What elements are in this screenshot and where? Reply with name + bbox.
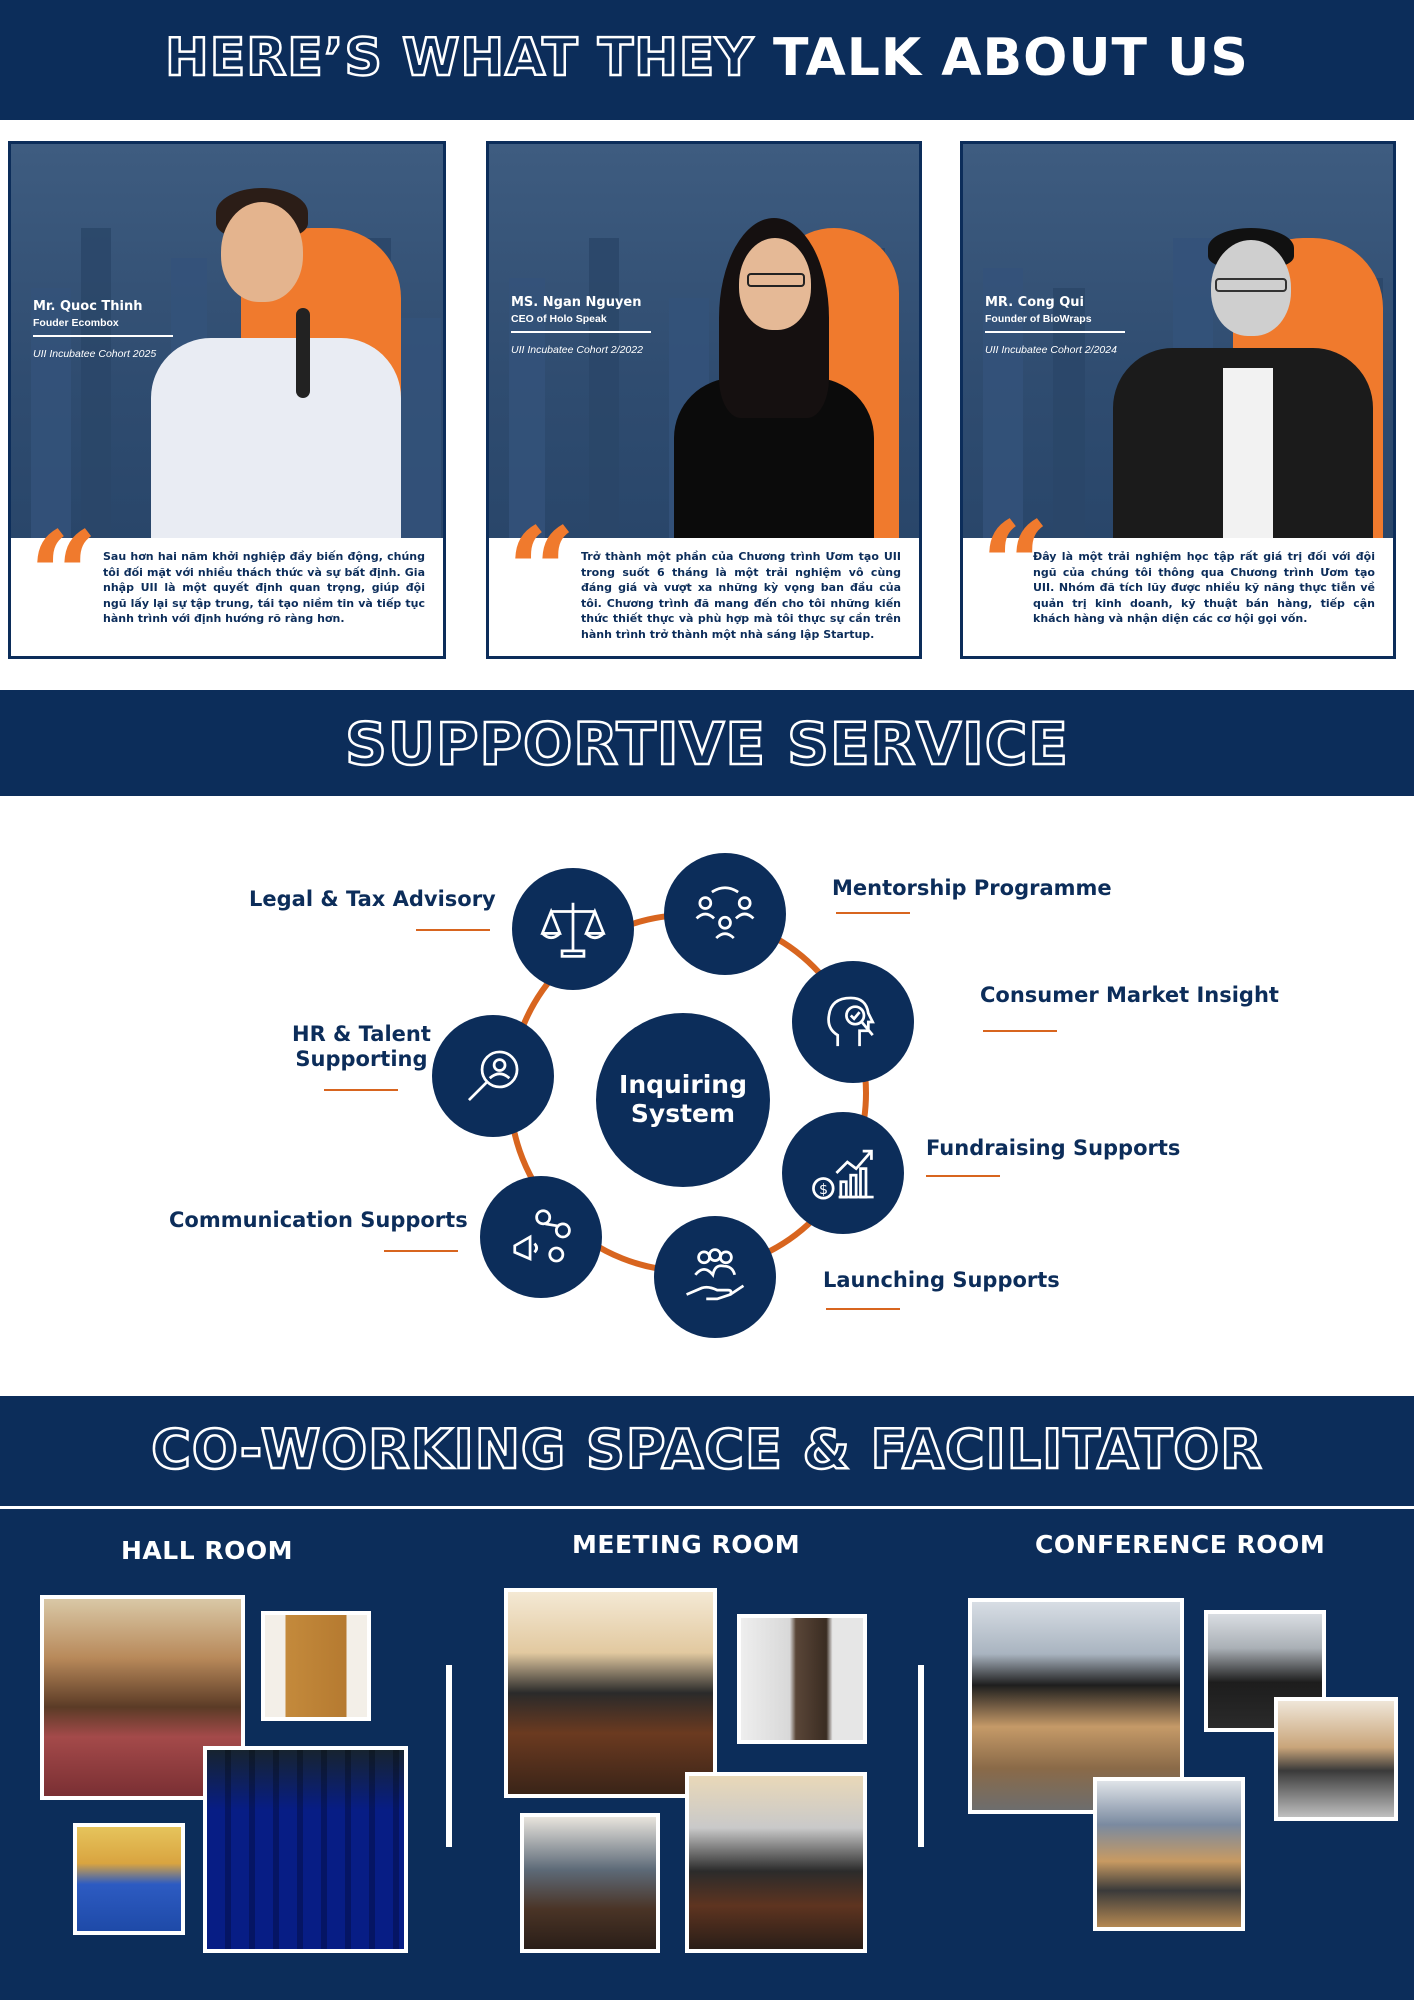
services-header-band: [0, 690, 1414, 796]
person-quoc-thinh: [141, 188, 443, 538]
hr-talent-underline: [324, 1089, 398, 1091]
coworking-header-band: [0, 1396, 1414, 1506]
hand-team-icon: [680, 1242, 750, 1312]
inquiring-system-hub: [596, 1013, 770, 1187]
launching-node: [654, 1216, 776, 1338]
room-divider-1: [446, 1665, 452, 1847]
people-network-icon: [690, 879, 760, 949]
conference-room-photo-classroom: [1093, 1777, 1245, 1931]
mentorship-label: Mentorship Programme: [832, 876, 1112, 900]
testimonials-title-outline: HERE’S WHAT THEY: [165, 28, 754, 88]
meeting-room-photo-small: [520, 1813, 660, 1953]
hall-room-photo-door: [261, 1611, 371, 1721]
hall-room-photo-seats: [203, 1746, 408, 1953]
scales-icon: [538, 894, 608, 964]
fundraising-node: [782, 1112, 904, 1234]
quote-mark-icon: “: [29, 505, 99, 646]
communication-label: Communication Supports: [169, 1208, 468, 1232]
testimonial-name: MR. Cong Qui: [985, 295, 1084, 310]
quote-mark-icon: “: [981, 495, 1051, 636]
testimonial-role: CEO of Holo Speak: [511, 313, 651, 333]
megaphone-network-icon: [506, 1202, 576, 1272]
meeting-room-photo-table: [685, 1772, 867, 1953]
meeting-room-photo-boardroom: [504, 1588, 717, 1798]
conference-room-title: CONFERENCE ROOM: [1035, 1530, 1326, 1559]
testimonials-header-band: [0, 0, 1414, 120]
testimonial-role: Fouder Ecombox: [33, 317, 173, 337]
mentorship-node: [664, 853, 786, 975]
meeting-room-photo-corridor: [737, 1614, 867, 1744]
consumer-market-node: [792, 961, 914, 1083]
hr-talent-node: [432, 1015, 554, 1137]
growth-chart-icon: [808, 1138, 878, 1208]
legal-tax-node: [512, 868, 634, 990]
launching-label: Launching Supports: [823, 1268, 1060, 1292]
magnifier-person-icon: [458, 1041, 528, 1111]
testimonial-cohort: UII Incubatee Cohort 2025: [33, 348, 157, 360]
fundraising-label: Fundraising Supports: [926, 1136, 1181, 1160]
testimonials-title-solid: TALK ABOUT US: [773, 28, 1249, 88]
coworking-title: CO-WORKING SPACE & FACILITATOR: [151, 1418, 1263, 1481]
quote-mark-icon: “: [507, 501, 577, 642]
hall-room-photo-auditorium: [73, 1823, 185, 1935]
testimonial-card-2: [486, 141, 922, 659]
svg-text:$: $: [818, 1181, 828, 1198]
testimonial-quote: Sau hơn hai năm khởi nghiệp đầy biến động, chúng tôi đối mặt với nhiều thách thức và sự bất định. Gia nhập UII là một quyết định quan trọng, giúp đội ngũ lấy lại sự tập trung, tái tạo niềm tin và tiếp tục hành trình với định hướng rõ ràng hơn.: [103, 550, 425, 626]
testimonial-card-3: [960, 141, 1396, 659]
communication-node: [480, 1176, 602, 1298]
testimonials-title: [0, 28, 1414, 88]
testimonial-cohort: UII Incubatee Cohort 2/2024: [985, 344, 1117, 356]
testimonial-quote: Đây là một trải nghiệm học tập rất giá trị đối với đội ngũ của chúng tôi thông qua Chương trình Ươm tạo UII. Nhóm đã tích lũy được nhiều kỹ năng thực tiễn về quản trị kinh doanh, kỹ thuật bán hàng, tiếp cận khách hàng và nhận diện các cơ hội gọi vốn.: [1033, 550, 1375, 626]
testimonial-name: Mr. Quoc Thinh: [33, 299, 143, 314]
launching-underline: [826, 1308, 900, 1310]
person-ngan-nguyen: [659, 218, 909, 538]
consumer-market-label: Consumer Market Insight: [980, 983, 1279, 1007]
testimonial-cohort: UII Incubatee Cohort 2/2022: [511, 344, 643, 356]
legal-tax-underline: [416, 929, 490, 931]
hr-talent-label: HR & Talent Supporting: [292, 1022, 431, 1072]
conference-room-photo-ushape: [1274, 1697, 1398, 1821]
testimonial-name: MS. Ngan Nguyen: [511, 295, 642, 310]
fundraising-underline: [926, 1175, 1000, 1177]
room-divider-2: [918, 1665, 924, 1847]
communication-underline: [384, 1250, 458, 1252]
meeting-room-title: MEETING ROOM: [572, 1530, 801, 1559]
services-title: SUPPORTIVE SERVICE: [345, 710, 1069, 778]
legal-tax-label: Legal & Tax Advisory: [249, 887, 496, 911]
consumer-market-underline: [983, 1030, 1057, 1032]
hall-room-title: HALL ROOM: [121, 1536, 293, 1565]
person-cong-qui: [1103, 228, 1393, 538]
mentorship-underline: [836, 912, 910, 914]
testimonial-card-1: [8, 141, 446, 659]
testimonial-role: Founder of BioWraps: [985, 313, 1125, 333]
testimonial-quote: Trở thành một phần của Chương trình Ươm tạo UII trong suốt 6 tháng là một trải nghiệm vô cùng đáng giá và vượt xa những kỳ vọng ban đầu của tôi. Chương trình đã mang đến cho tôi những kiến thức thiết thực và phù hợp mà tôi thực sự cần trên hành trình trở thành một nhà sáng lập Startup.: [581, 550, 901, 642]
hub-label: Inquiring System: [619, 1070, 747, 1128]
head-insight-icon: [818, 987, 888, 1057]
